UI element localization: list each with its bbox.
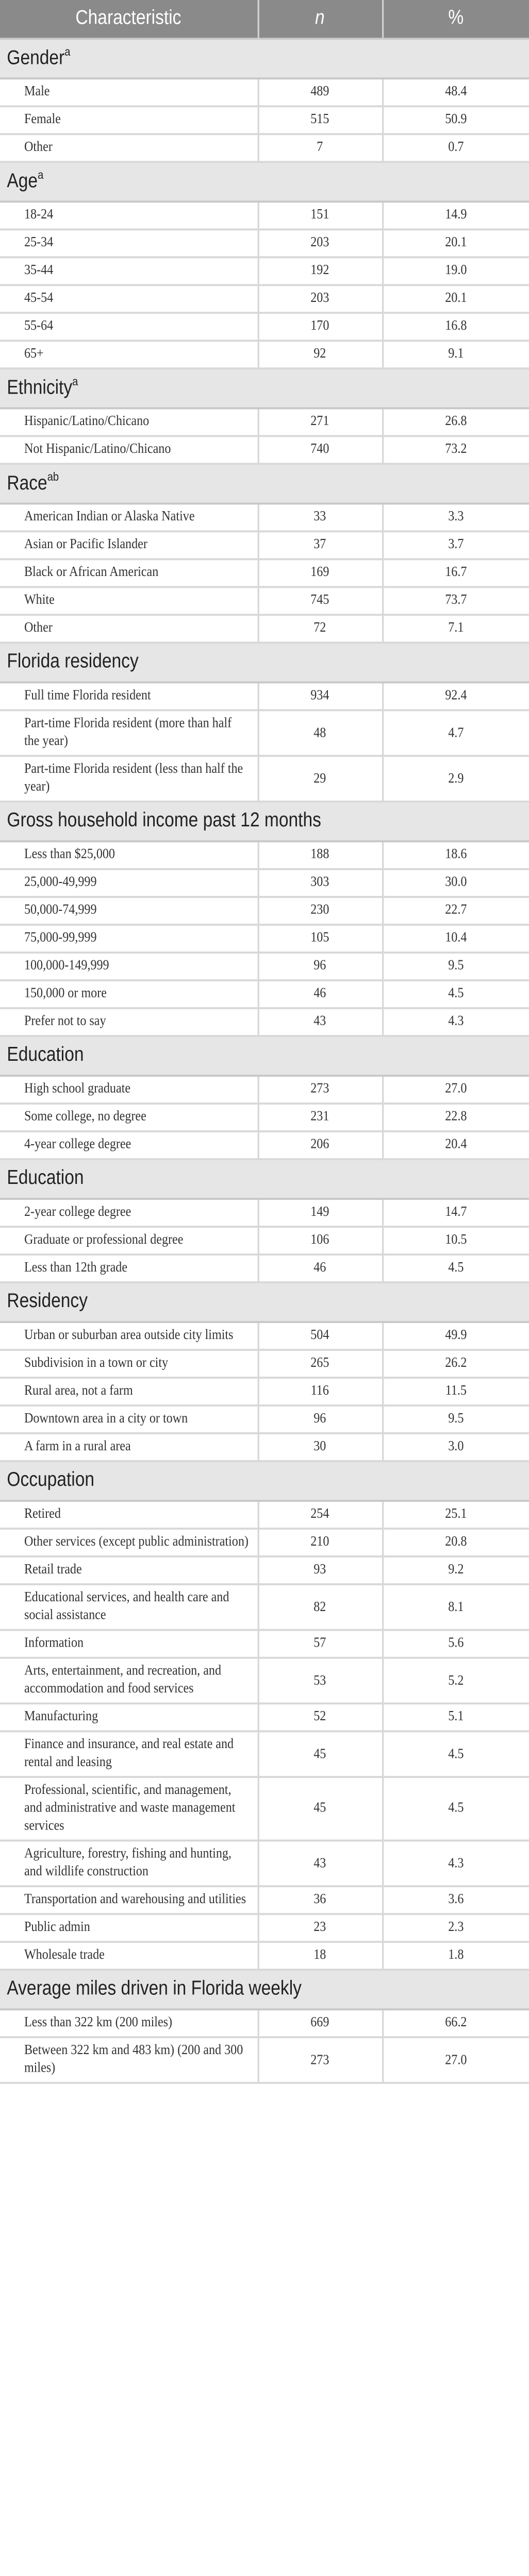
footnote-marker: a [72, 377, 78, 389]
cell-count: 92 [258, 341, 382, 368]
table-row [0, 1378, 529, 1405]
cell-percent: 2.3 [382, 1914, 529, 1942]
cell-percent: 19.0 [382, 257, 529, 285]
cell-percent: 11.5 [382, 1378, 529, 1405]
cell-count: 93 [258, 1556, 382, 1584]
table-row [0, 436, 529, 464]
section-title-text: Residency [7, 1291, 88, 1313]
table-row [0, 756, 529, 802]
cell-characteristic: Public admin [0, 1914, 258, 1942]
cell-characteristic: 25-34 [0, 229, 258, 257]
table-row [0, 1433, 529, 1461]
section-title-text: Ethnicity [7, 378, 73, 400]
cell-percent: 4.5 [382, 980, 529, 1008]
cell-percent: 2.9 [382, 756, 529, 802]
section-title-text: Occupation [7, 1470, 95, 1492]
cell-percent: 50.9 [382, 106, 529, 134]
cell-count: 188 [258, 841, 382, 869]
section-title-text: Average miles driven in Florida weekly [7, 1978, 302, 2001]
cell-percent: 5.1 [382, 1703, 529, 1731]
section-title [0, 162, 529, 201]
table-row [0, 1322, 529, 1350]
table-row [0, 1703, 529, 1731]
cell-count: 265 [258, 1350, 382, 1378]
cell-characteristic: Rural area, not a farm [0, 1378, 258, 1405]
cell-percent: 73.7 [382, 587, 529, 615]
section-title-text: Florida residency [7, 651, 139, 674]
header-row [0, 0, 529, 39]
cell-count: 72 [258, 615, 382, 642]
cell-characteristic: Some college, no degree [0, 1104, 258, 1131]
section-title [0, 1036, 529, 1076]
section-title [0, 464, 529, 503]
cell-characteristic: 50,000-74,999 [0, 897, 258, 925]
table-row [0, 1076, 529, 1104]
cell-count: 489 [258, 78, 382, 106]
cell-count: 18 [258, 1942, 382, 1970]
cell-percent: 3.6 [382, 1886, 529, 1914]
table-row [0, 503, 529, 531]
cell-percent: 3.3 [382, 503, 529, 531]
cell-characteristic: 55-64 [0, 313, 258, 341]
cell-characteristic: Part-time Florida resident (less than half the year) [0, 756, 258, 802]
table-row [0, 134, 529, 162]
cell-percent: 14.7 [382, 1199, 529, 1227]
cell-percent: 26.2 [382, 1350, 529, 1378]
table-row [0, 341, 529, 368]
cell-characteristic: 65+ [0, 341, 258, 368]
cell-characteristic: Male [0, 78, 258, 106]
cell-characteristic: 100,000-149,999 [0, 953, 258, 980]
cell-percent: 9.2 [382, 1556, 529, 1584]
cell-percent: 18.6 [382, 841, 529, 869]
cell-percent: 8.1 [382, 1584, 529, 1630]
table-row [0, 1131, 529, 1159]
cell-characteristic: Prefer not to say [0, 1008, 258, 1036]
table-row [0, 1777, 529, 1840]
table-row [0, 257, 529, 285]
cell-percent: 25.1 [382, 1501, 529, 1529]
cell-count: 273 [258, 2037, 382, 2083]
cell-characteristic: Wholesale trade [0, 1942, 258, 1970]
cell-characteristic: Retired [0, 1501, 258, 1529]
cell-count: 230 [258, 897, 382, 925]
cell-count: 271 [258, 408, 382, 436]
cell-percent: 20.1 [382, 229, 529, 257]
section-title-text: Education [7, 1168, 84, 1190]
cell-count: 149 [258, 1199, 382, 1227]
cell-count: 43 [258, 1008, 382, 1036]
cell-count: 210 [258, 1529, 382, 1556]
cell-characteristic: Less than 322 km (200 miles) [0, 2009, 258, 2037]
cell-characteristic: Black or African American [0, 559, 258, 587]
table-row [0, 1199, 529, 1227]
cell-percent: 73.2 [382, 436, 529, 464]
cell-percent: 4.3 [382, 1008, 529, 1036]
cell-percent: 49.9 [382, 1322, 529, 1350]
cell-count: 48 [258, 710, 382, 756]
table-row [0, 1501, 529, 1529]
section-title-text: Gross household income past 12 months [7, 810, 321, 833]
cell-percent: 0.7 [382, 134, 529, 162]
cell-characteristic: Retail trade [0, 1556, 258, 1584]
cell-count: 33 [258, 503, 382, 531]
table-row [0, 1630, 529, 1658]
cell-percent: 22.7 [382, 897, 529, 925]
cell-count: 203 [258, 229, 382, 257]
cell-characteristic: Asian or Pacific Islander [0, 531, 258, 559]
table-row [0, 2009, 529, 2037]
table-row [0, 1840, 529, 1886]
table-row [0, 953, 529, 980]
cell-count: 96 [258, 953, 382, 980]
table-row [0, 229, 529, 257]
cell-percent: 1.8 [382, 1942, 529, 1970]
cell-count: 46 [258, 1255, 382, 1282]
cell-characteristic: Information [0, 1630, 258, 1658]
section-title-text: Race [7, 473, 47, 495]
cell-percent: 5.2 [382, 1658, 529, 1704]
table-row [0, 1255, 529, 1282]
cell-characteristic: Full time Florida resident [0, 682, 258, 710]
section-title [0, 802, 529, 841]
cell-percent: 3.7 [382, 531, 529, 559]
cell-count: 82 [258, 1584, 382, 1630]
table-row [0, 1556, 529, 1584]
cell-percent: 4.3 [382, 1840, 529, 1886]
section-title [0, 1970, 529, 2009]
cell-characteristic: Educational services, and health care and social assistance [0, 1584, 258, 1630]
cell-characteristic: Part-time Florida resident (more than half the year) [0, 710, 258, 756]
cell-percent: 4.5 [382, 1255, 529, 1282]
table-row [0, 1942, 529, 1970]
cell-count: 740 [258, 436, 382, 464]
cell-characteristic: 45-54 [0, 285, 258, 313]
table-row [0, 531, 529, 559]
cell-characteristic: Agriculture, forestry, fishing and hunting, and wildlife construction [0, 1840, 258, 1886]
cell-characteristic: Less than $25,000 [0, 841, 258, 869]
cell-count: 169 [258, 559, 382, 587]
cell-characteristic: Other [0, 615, 258, 642]
cell-count: 273 [258, 1076, 382, 1104]
cell-percent: 4.5 [382, 1777, 529, 1840]
cell-characteristic: Other [0, 134, 258, 162]
cell-count: 151 [258, 201, 382, 229]
cell-count: 45 [258, 1731, 382, 1777]
cell-count: 745 [258, 587, 382, 615]
section-title [0, 39, 529, 78]
cell-percent: 10.5 [382, 1227, 529, 1255]
cell-characteristic: Subdivision in a town or city [0, 1350, 258, 1378]
cell-count: 192 [258, 257, 382, 285]
cell-percent: 20.8 [382, 1529, 529, 1556]
section-header-row [0, 1282, 529, 1322]
cell-count: 7 [258, 134, 382, 162]
cell-characteristic: Female [0, 106, 258, 134]
cell-count: 231 [258, 1104, 382, 1131]
section-header-row [0, 1159, 529, 1199]
cell-count: 45 [258, 1777, 382, 1840]
cell-characteristic: Other services (except public administration) [0, 1529, 258, 1556]
cell-count: 203 [258, 285, 382, 313]
table-row [0, 1731, 529, 1777]
table-row [0, 408, 529, 436]
cell-count: 106 [258, 1227, 382, 1255]
table-row [0, 587, 529, 615]
cell-count: 669 [258, 2009, 382, 2037]
footnote-marker: a [38, 170, 44, 183]
cell-count: 170 [258, 313, 382, 341]
cell-count: 53 [258, 1658, 382, 1704]
section-header-row [0, 464, 529, 503]
cell-count: 96 [258, 1405, 382, 1433]
section-header-row [0, 1036, 529, 1076]
cell-percent: 20.4 [382, 1131, 529, 1159]
cell-percent: 27.0 [382, 1076, 529, 1104]
table-row [0, 1529, 529, 1556]
table-row [0, 925, 529, 953]
cell-count: 43 [258, 1840, 382, 1886]
table-body [0, 39, 529, 2083]
cell-percent: 4.5 [382, 1731, 529, 1777]
section-header-row [0, 162, 529, 201]
section-title [0, 368, 529, 408]
table-header [0, 0, 529, 39]
cell-percent: 92.4 [382, 682, 529, 710]
cell-count: 206 [258, 1131, 382, 1159]
section-title-text: Age [7, 171, 38, 193]
cell-percent: 9.5 [382, 1405, 529, 1433]
cell-characteristic: American Indian or Alaska Native [0, 503, 258, 531]
table-row [0, 106, 529, 134]
table-row [0, 897, 529, 925]
cell-count: 934 [258, 682, 382, 710]
header-n: n [258, 0, 382, 39]
cell-percent: 20.1 [382, 285, 529, 313]
cell-percent: 26.8 [382, 408, 529, 436]
table-row [0, 285, 529, 313]
cell-characteristic: 150,000 or more [0, 980, 258, 1008]
cell-characteristic: Finance and insurance, and real estate and rental and leasing [0, 1731, 258, 1777]
table-row [0, 1405, 529, 1433]
cell-count: 37 [258, 531, 382, 559]
cell-characteristic: Not Hispanic/Latino/Chicano [0, 436, 258, 464]
cell-count: 254 [258, 1501, 382, 1529]
table-row [0, 682, 529, 710]
cell-count: 36 [258, 1886, 382, 1914]
section-header-row [0, 368, 529, 408]
section-title-text: Gender [7, 48, 65, 70]
table-row [0, 313, 529, 341]
section-title [0, 1282, 529, 1322]
table-row [0, 1104, 529, 1131]
table-row [0, 78, 529, 106]
cell-percent: 30.0 [382, 869, 529, 897]
cell-percent: 22.8 [382, 1104, 529, 1131]
cell-characteristic: 4-year college degree [0, 1131, 258, 1159]
cell-characteristic: Graduate or professional degree [0, 1227, 258, 1255]
section-header-row [0, 1970, 529, 2009]
cell-count: 23 [258, 1914, 382, 1942]
section-header-row [0, 802, 529, 841]
cell-characteristic: A farm in a rural area [0, 1433, 258, 1461]
table-row [0, 201, 529, 229]
section-header-row [0, 642, 529, 682]
header-percent: % [382, 0, 529, 39]
table-row [0, 1658, 529, 1704]
table-row [0, 1886, 529, 1914]
cell-characteristic: Transportation and warehousing and utilities [0, 1886, 258, 1914]
table-row [0, 1914, 529, 1942]
table-row [0, 869, 529, 897]
table-row [0, 615, 529, 642]
footnote-marker: ab [47, 472, 59, 485]
cell-percent: 9.1 [382, 341, 529, 368]
cell-percent: 4.7 [382, 710, 529, 756]
cell-characteristic: 35-44 [0, 257, 258, 285]
cell-count: 57 [258, 1630, 382, 1658]
section-title [0, 642, 529, 682]
cell-percent: 48.4 [382, 78, 529, 106]
cell-characteristic: Downtown area in a city or town [0, 1405, 258, 1433]
cell-percent: 5.6 [382, 1630, 529, 1658]
cell-percent: 9.5 [382, 953, 529, 980]
footnote-marker: a [64, 47, 71, 60]
table-row [0, 559, 529, 587]
cell-characteristic: 18-24 [0, 201, 258, 229]
cell-count: 515 [258, 106, 382, 134]
table-row [0, 1227, 529, 1255]
cell-percent: 16.7 [382, 559, 529, 587]
section-title [0, 1461, 529, 1501]
cell-percent: 66.2 [382, 2009, 529, 2037]
cell-characteristic: Professional, scientific, and management, and administrative and waste management services [0, 1777, 258, 1840]
cell-characteristic: Less than 12th grade [0, 1255, 258, 1282]
cell-percent: 14.9 [382, 201, 529, 229]
cell-characteristic: 75,000-99,999 [0, 925, 258, 953]
cell-count: 52 [258, 1703, 382, 1731]
cell-percent: 7.1 [382, 615, 529, 642]
section-title-text: Education [7, 1045, 84, 1067]
cell-characteristic: Hispanic/Latino/Chicano [0, 408, 258, 436]
header-characteristic: Characteristic [0, 0, 258, 39]
table-row [0, 841, 529, 869]
cell-count: 30 [258, 1433, 382, 1461]
section-header-row [0, 39, 529, 78]
table-row [0, 2037, 529, 2083]
cell-count: 29 [258, 756, 382, 802]
cell-characteristic: White [0, 587, 258, 615]
cell-count: 105 [258, 925, 382, 953]
cell-characteristic: Urban or suburban area outside city limits [0, 1322, 258, 1350]
section-title [0, 1159, 529, 1199]
cell-percent: 3.0 [382, 1433, 529, 1461]
section-header-row [0, 1461, 529, 1501]
cell-percent: 10.4 [382, 925, 529, 953]
cell-characteristic: 25,000-49,999 [0, 869, 258, 897]
table-row [0, 1350, 529, 1378]
cell-percent: 16.8 [382, 313, 529, 341]
cell-count: 46 [258, 980, 382, 1008]
table-row [0, 710, 529, 756]
cell-characteristic: Arts, entertainment, and recreation, and accommodation and food services [0, 1658, 258, 1704]
cell-characteristic: High school graduate [0, 1076, 258, 1104]
cell-percent: 27.0 [382, 2037, 529, 2083]
table-row [0, 1584, 529, 1630]
cell-characteristic: Between 322 km and 483 km) (200 and 300 miles) [0, 2037, 258, 2083]
cell-count: 116 [258, 1378, 382, 1405]
cell-characteristic: Manufacturing [0, 1703, 258, 1731]
table-row [0, 1008, 529, 1036]
cell-characteristic: 2-year college degree [0, 1199, 258, 1227]
cell-count: 303 [258, 869, 382, 897]
table-row [0, 980, 529, 1008]
cell-count: 504 [258, 1322, 382, 1350]
